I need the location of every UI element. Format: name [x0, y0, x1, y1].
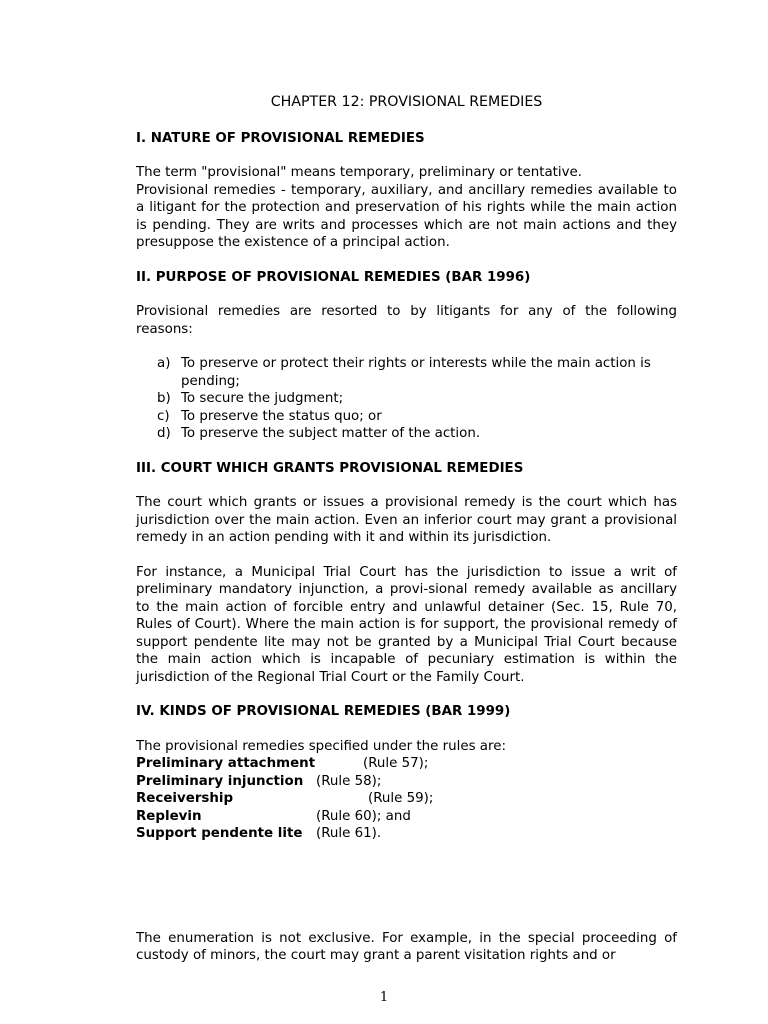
rule-ref: (Rule 60); and	[316, 808, 411, 824]
paragraph-purpose-intro: Provisional remedies are resorted to by litigants for any of the following reasons:	[136, 304, 677, 337]
rule-row	[136, 808, 677, 826]
list-item-text: To preserve the subject matter of the action.	[181, 426, 481, 441]
rule-name: Replevin	[136, 808, 202, 824]
list-item-text: To secure the judgment;	[181, 391, 344, 406]
paragraph-enumeration: The enumeration is not exclusive. For example, in the special proceeding of custody of minors, the court may grant a parent visitation rights and or	[136, 930, 677, 963]
list-item	[136, 425, 677, 443]
section-heading-court: III. COURT WHICH GRANTS PROVISIONAL REMEDIES	[136, 460, 524, 476]
rule-ref: (Rule 61).	[316, 826, 382, 841]
list-item	[136, 390, 677, 408]
chapter-title: CHAPTER 12: PROVISIONAL REMEDIES	[270, 94, 543, 110]
rules-list	[136, 755, 677, 843]
list-marker: a)	[157, 356, 171, 371]
rule-name: Support pendente lite	[136, 826, 303, 841]
paragraph-provisional-definition: The term "provisional" means temporary, preliminary or tentative.	[136, 165, 583, 180]
paragraph-provisional-remedies-definition: Provisional remedies - temporary, auxiliary, and ancillary remedies available to a litigant for the protection and preservation of his rights while the main action is pending. They are writs and processes which are not main actions and they presuppose the existence of a principal action.	[136, 182, 677, 250]
rule-row	[136, 755, 677, 773]
blank-space	[136, 843, 677, 930]
rule-row	[136, 773, 677, 791]
list-item-text: To preserve the status quo; or	[181, 408, 382, 424]
rule-name: Preliminary injunction	[136, 773, 304, 789]
rule-name: Preliminary attachment	[136, 756, 316, 771]
rule-row	[136, 825, 677, 843]
section-heading-nature: I. NATURE OF PROVISIONAL REMEDIES	[136, 130, 425, 146]
rule-row	[136, 790, 677, 808]
list-item-text: To preserve or protect their rights or interests while the main action is pending;	[181, 356, 651, 389]
list-marker: b)	[157, 391, 171, 406]
list-marker: c)	[157, 408, 170, 424]
paragraph-kinds-intro: The provisional remedies specified under the rules are:	[136, 738, 506, 754]
list-item	[136, 408, 677, 426]
rule-ref: (Rule 59);	[368, 791, 434, 806]
list-marker: d)	[157, 426, 171, 441]
section-heading-kinds: IV. KINDS OF PROVISIONAL REMEDIES (BAR 1999)	[136, 704, 511, 719]
rule-ref: (Rule 57);	[363, 756, 429, 771]
rule-name: Receivership	[136, 791, 234, 806]
paragraph-court-example: For instance, a Municipal Trial Court has the jurisdiction to issue a writ of preliminary mandatory injunction, a provi-sional remedy available as ancillary to the main action of forcible entry and unlawful detainer (Sec. 15, Rule 70, Rules of Court). Where the main action is for support, the provisional remedy of support pendente lite may not be granted by a Municipal Trial Court because the main action which is incapable of pecuniary estimation is within the jurisdiction of the Regional Trial Court or the Family Court.	[136, 564, 677, 685]
section-heading-purpose: II. PURPOSE OF PROVISIONAL REMEDIES (BAR 1996)	[136, 269, 531, 285]
list-item	[136, 355, 677, 390]
purpose-list	[136, 355, 677, 443]
rule-ref: (Rule 58);	[316, 773, 382, 789]
page-number: 1	[379, 990, 389, 1005]
document-page	[136, 94, 677, 982]
paragraph-court-jurisdiction: The court which grants or issues a provisional remedy is the court which has jurisdiction over the main action. Even an inferior court may grant a provisional remedy in an action pending with it and within its jurisdiction.	[136, 495, 677, 545]
